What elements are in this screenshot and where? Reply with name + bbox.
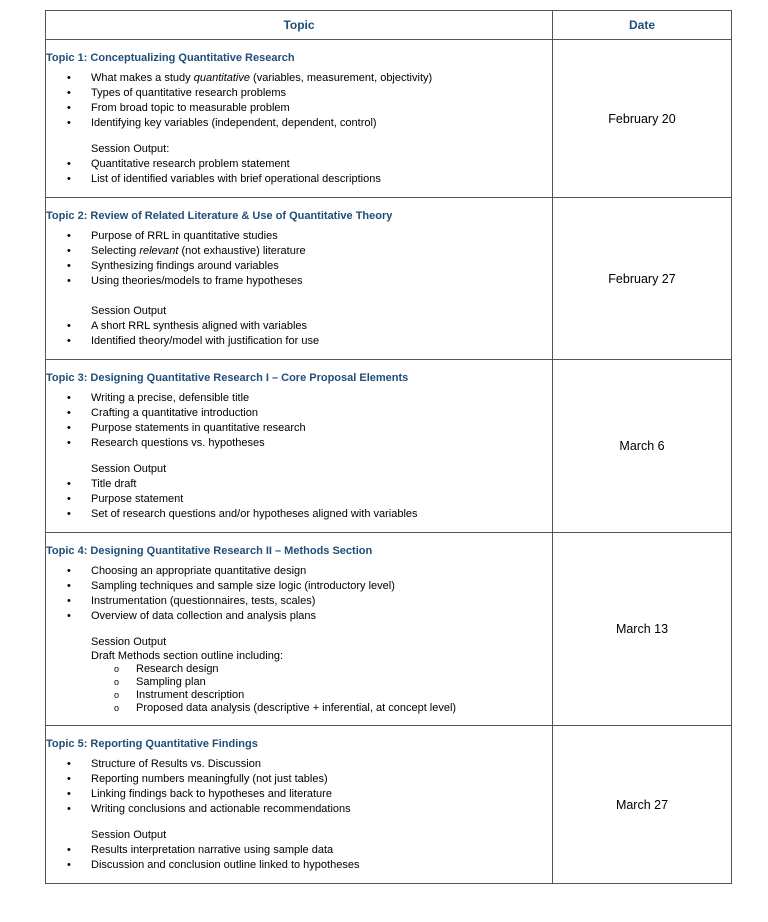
- date-cell: March 6: [553, 360, 732, 533]
- session-output-label: Session Output: [91, 635, 167, 648]
- topic-title: Topic 3: Designing Quantitative Research I – Core Proposal Elements: [46, 371, 409, 384]
- output-list: [46, 843, 552, 873]
- session-output-intro: Draft Methods section outline including:: [91, 649, 283, 662]
- output-list: [46, 157, 552, 187]
- topic-cell: [46, 198, 553, 360]
- list-item: • Identifying key variables (independent, dependent, control): [46, 116, 552, 131]
- output-sublist: [46, 663, 552, 715]
- list-item: • Linking findings back to hypotheses and literature: [46, 787, 552, 802]
- output-list: [46, 477, 552, 522]
- header-row: [46, 11, 732, 40]
- topic-title: Topic 4: Designing Quantitative Research II – Methods Section: [46, 544, 373, 557]
- table-row: [46, 198, 732, 360]
- topic-cell: [46, 533, 553, 726]
- date-column-header: Date: [553, 11, 732, 40]
- session-output-label: Session Output: [91, 462, 167, 475]
- date-cell: March 27: [553, 726, 732, 884]
- bullet-list: [46, 564, 552, 624]
- list-item: • Overview of data collection and analysis plans: [46, 609, 552, 624]
- list-item: • Set of research questions and/or hypotheses aligned with variables: [46, 507, 552, 522]
- list-item: • What makes a study quantitative (variables, measurement, objectivity): [46, 71, 552, 86]
- topic-column-header: Topic: [46, 11, 553, 40]
- list-item: • Structure of Results vs. Discussion: [46, 757, 552, 772]
- session-output-label: Session Output: [91, 304, 167, 317]
- list-item: • Reporting numbers meaningfully (not just tables): [46, 772, 552, 787]
- bullet-list: [46, 229, 552, 289]
- table-row: [46, 40, 732, 198]
- topic-cell: [46, 40, 553, 198]
- table-row: [46, 726, 732, 884]
- list-item: • Selecting relevant (not exhaustive) literature: [46, 244, 552, 259]
- list-item: • Purpose of RRL in quantitative studies: [46, 229, 552, 244]
- date-cell: February 20: [553, 40, 732, 198]
- list-item: o Research design: [46, 663, 552, 676]
- bullet-list: [46, 757, 552, 817]
- topic-title: Topic 5: Reporting Quantitative Findings: [46, 737, 258, 750]
- list-item: • Synthesizing findings around variables: [46, 259, 552, 274]
- date-cell: February 27: [553, 198, 732, 360]
- list-item: • Types of quantitative research problems: [46, 86, 552, 101]
- list-item: • Discussion and conclusion outline linked to hypotheses: [46, 858, 552, 873]
- list-item: • A short RRL synthesis aligned with variables: [46, 319, 552, 334]
- session-output-label: Session Output:: [91, 142, 170, 155]
- list-item: o Proposed data analysis (descriptive + inferential, at concept level): [46, 702, 552, 715]
- schedule-table: [45, 10, 732, 884]
- list-item: • From broad topic to measurable problem: [46, 101, 552, 116]
- table-row: [46, 533, 732, 726]
- list-item: • Results interpretation narrative using sample data: [46, 843, 552, 858]
- list-item: • Research questions vs. hypotheses: [46, 436, 552, 451]
- list-item: • Sampling techniques and sample size logic (introductory level): [46, 579, 552, 594]
- output-list: [46, 319, 552, 349]
- topic-cell: [46, 726, 553, 884]
- list-item: • Crafting a quantitative introduction: [46, 406, 552, 421]
- list-item: • Using theories/models to frame hypotheses: [46, 274, 552, 289]
- list-item: • Purpose statements in quantitative research: [46, 421, 552, 436]
- bullet-list: [46, 391, 552, 451]
- topic-title: Topic 2: Review of Related Literature & Use of Quantitative Theory: [46, 209, 393, 222]
- table-row: [46, 360, 732, 533]
- list-item: • Title draft: [46, 477, 552, 492]
- topic-cell: [46, 360, 553, 533]
- list-item: o Instrument description: [46, 689, 552, 702]
- list-item: • List of identified variables with brief operational descriptions: [46, 172, 552, 187]
- list-item: • Purpose statement: [46, 492, 552, 507]
- list-item: • Writing a precise, defensible title: [46, 391, 552, 406]
- list-item: • Writing conclusions and actionable recommendations: [46, 802, 552, 817]
- list-item: o Sampling plan: [46, 676, 552, 689]
- list-item: • Choosing an appropriate quantitative design: [46, 564, 552, 579]
- topic-title: Topic 1: Conceptualizing Quantitative Research: [46, 51, 295, 64]
- bullet-list: [46, 71, 552, 131]
- list-item: • Quantitative research problem statement: [46, 157, 552, 172]
- session-output-label: Session Output: [91, 828, 167, 841]
- date-cell: March 13: [553, 533, 732, 726]
- list-item: • Instrumentation (questionnaires, tests, scales): [46, 594, 552, 609]
- list-item: • Identified theory/model with justification for use: [46, 334, 552, 349]
